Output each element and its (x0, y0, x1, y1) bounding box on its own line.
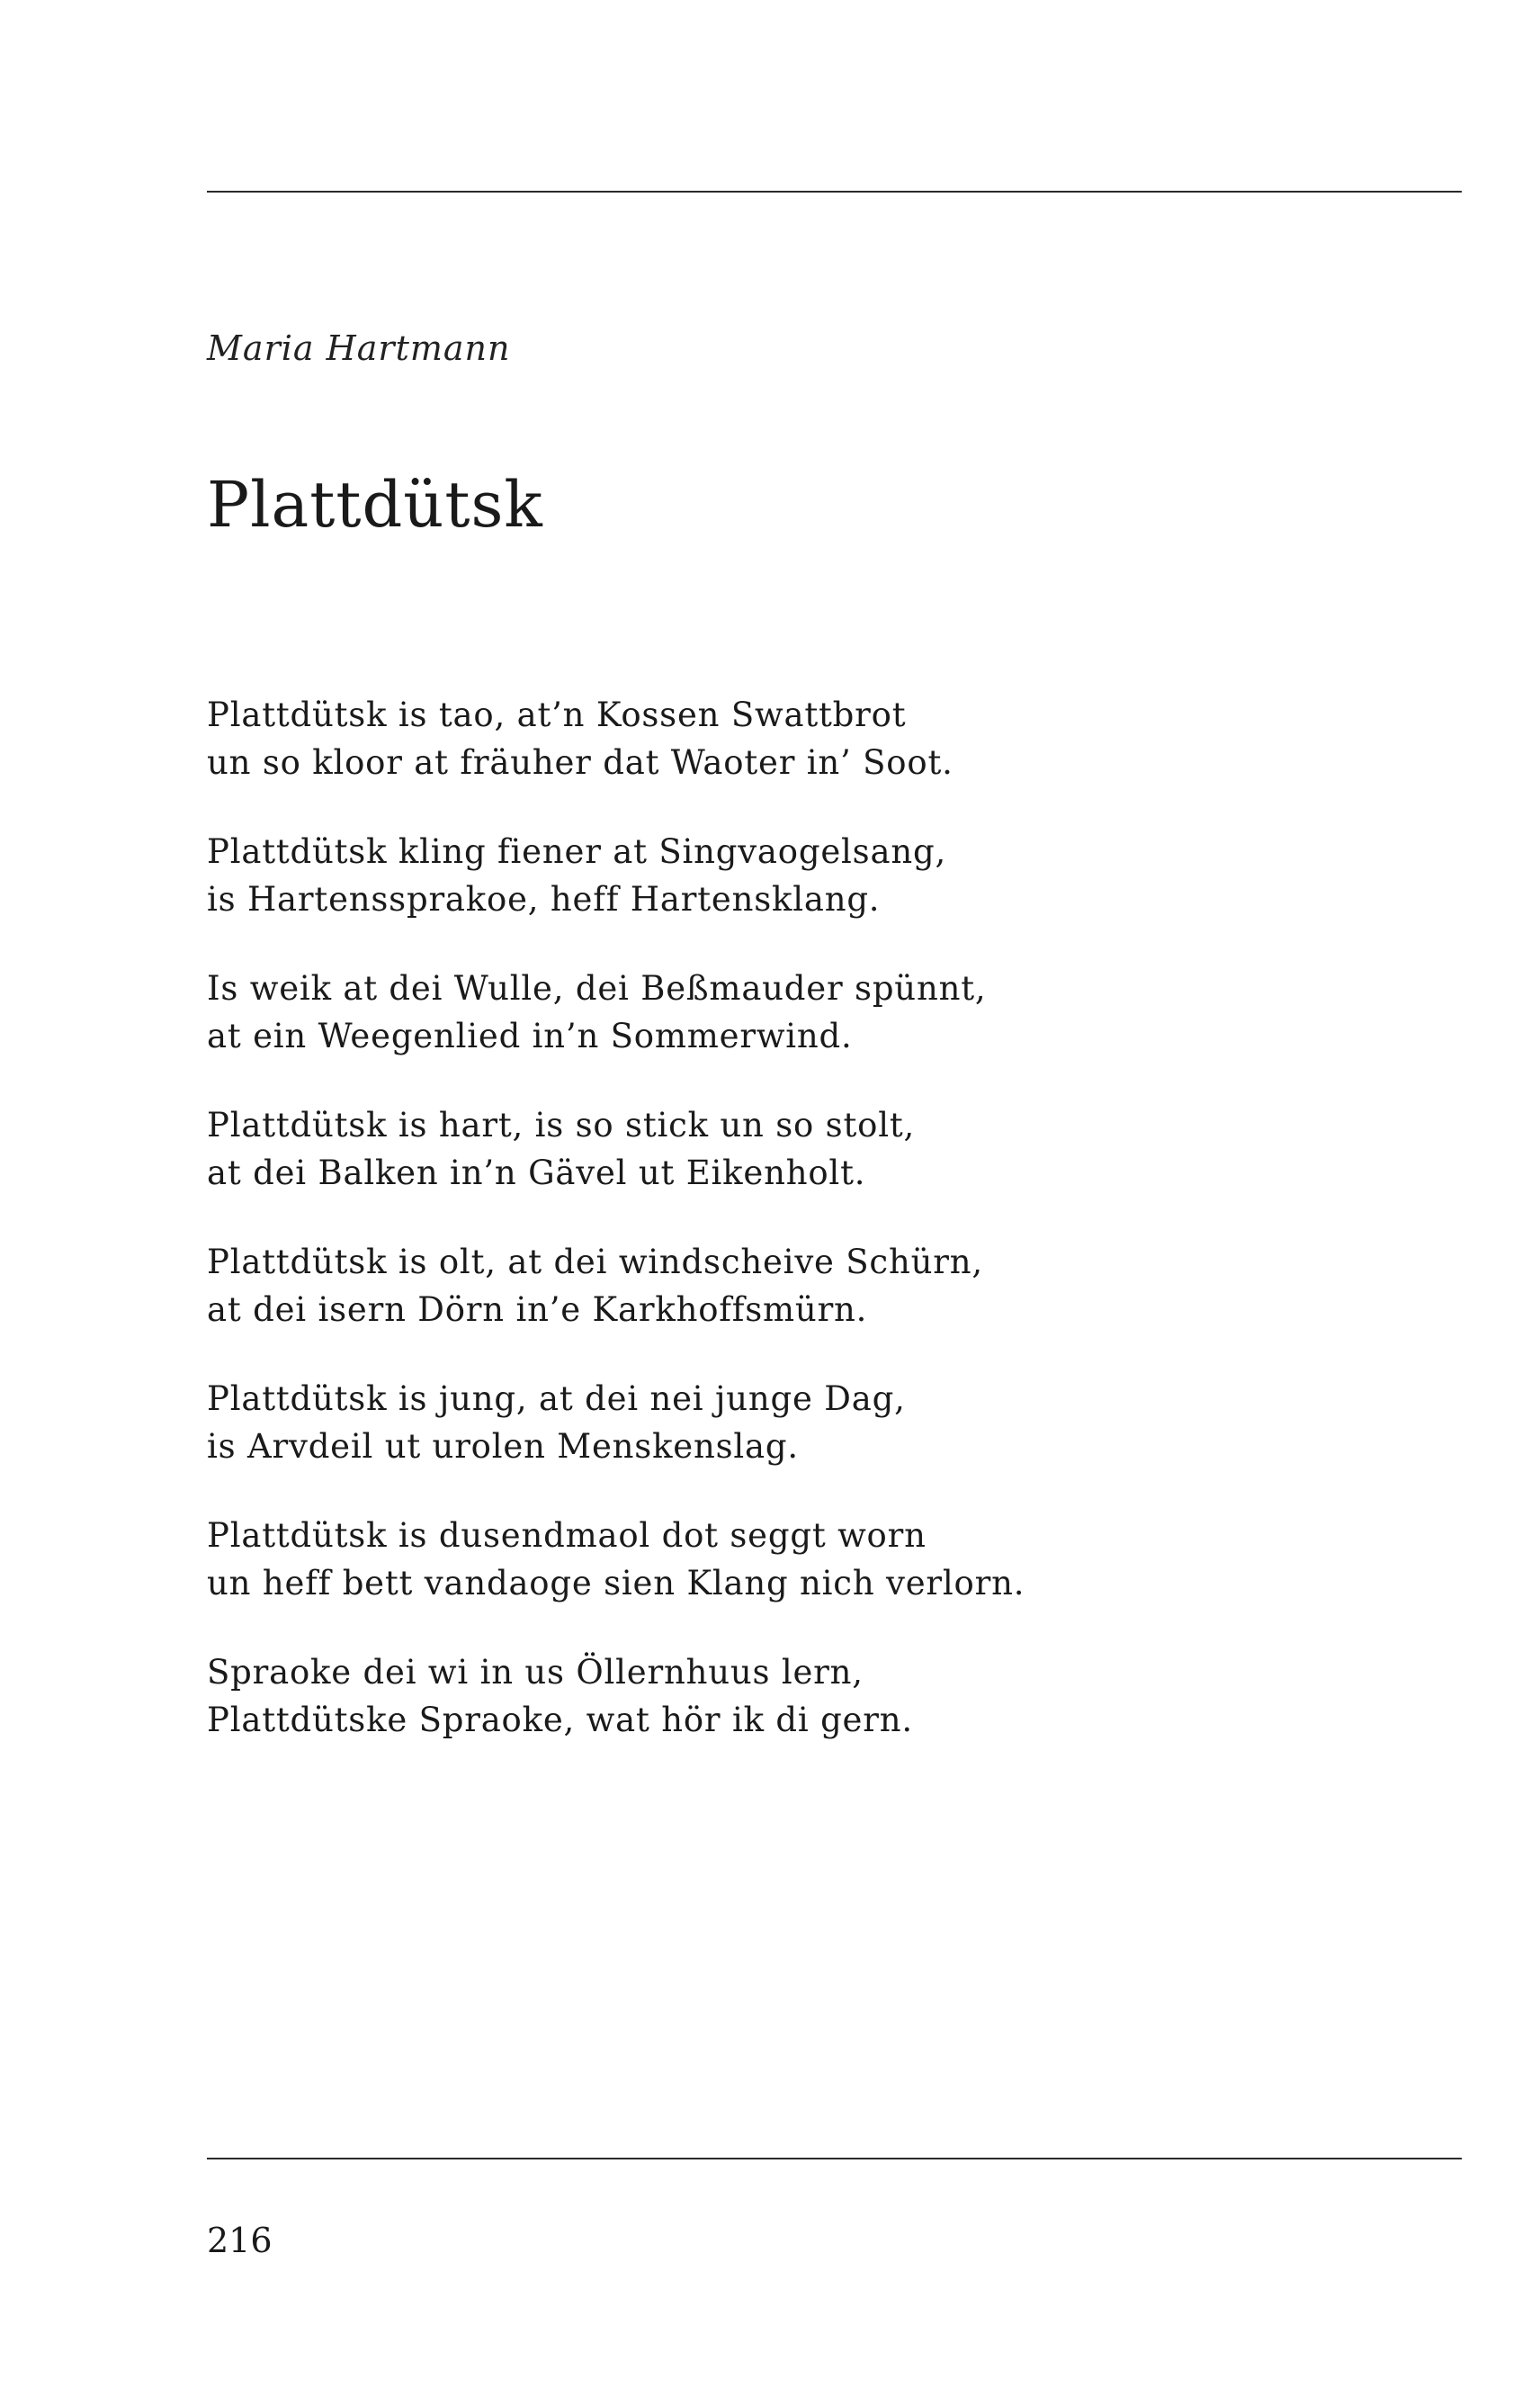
poem-line: un so kloor at fräuher dat Waoter in’ Soot. (207, 743, 954, 782)
stanza (207, 1648, 1448, 1744)
stanza (207, 1512, 1448, 1607)
poem-line: Spraoke dei wi in us Öllernhuus lern, (207, 1653, 864, 1692)
bottom-rule (207, 2158, 1462, 2159)
stanza (207, 1375, 1448, 1470)
stanza (207, 1238, 1448, 1333)
page-number: 216 (207, 2221, 273, 2260)
poem-line: is Arvdeil ut urolen Menskenslag. (207, 1427, 799, 1466)
author-name: Maria Hartmann (207, 328, 511, 368)
poem-line: Is weik at dei Wulle, dei Beßmauder spünnt, (207, 969, 987, 1008)
stanza (207, 1101, 1448, 1197)
poem-line: Plattdütsk kling fiener at Singvaogelsang, (207, 832, 946, 871)
stanza (207, 691, 1448, 786)
top-rule (207, 191, 1462, 193)
poem-line: at dei isern Dörn in’e Karkhoffsmürn. (207, 1290, 868, 1329)
poem-body (207, 691, 1448, 1785)
poem-line: Plattdütsk is olt, at dei windscheive Schürn, (207, 1243, 983, 1281)
poem-line: is Hartenssprakoe, heff Hartensklang. (207, 880, 881, 919)
poem-line: Plattdütsk is jung, at dei nei junge Dag, (207, 1379, 906, 1418)
poem-line: at dei Balken in’n Gävel ut Eikenholt. (207, 1154, 866, 1192)
poem-line: at ein Weegenlied in’n Sommerwind. (207, 1017, 853, 1055)
poem-line: Plattdütsk is hart, is so stick un so stolt, (207, 1106, 916, 1145)
poem-title: Plattdütsk (207, 468, 543, 542)
stanza (207, 828, 1448, 923)
poem-line: Plattdütsk is dusendmaol dot seggt worn (207, 1516, 927, 1555)
poem-line: Plattdütsk is tao, at’n Kossen Swattbrot (207, 696, 907, 734)
poem-line: Plattdütske Spraoke, wat hör ik di gern. (207, 1701, 913, 1739)
stanza (207, 965, 1448, 1060)
poem-line: un heff bett vandaoge sien Klang nich verlorn. (207, 1564, 1025, 1602)
